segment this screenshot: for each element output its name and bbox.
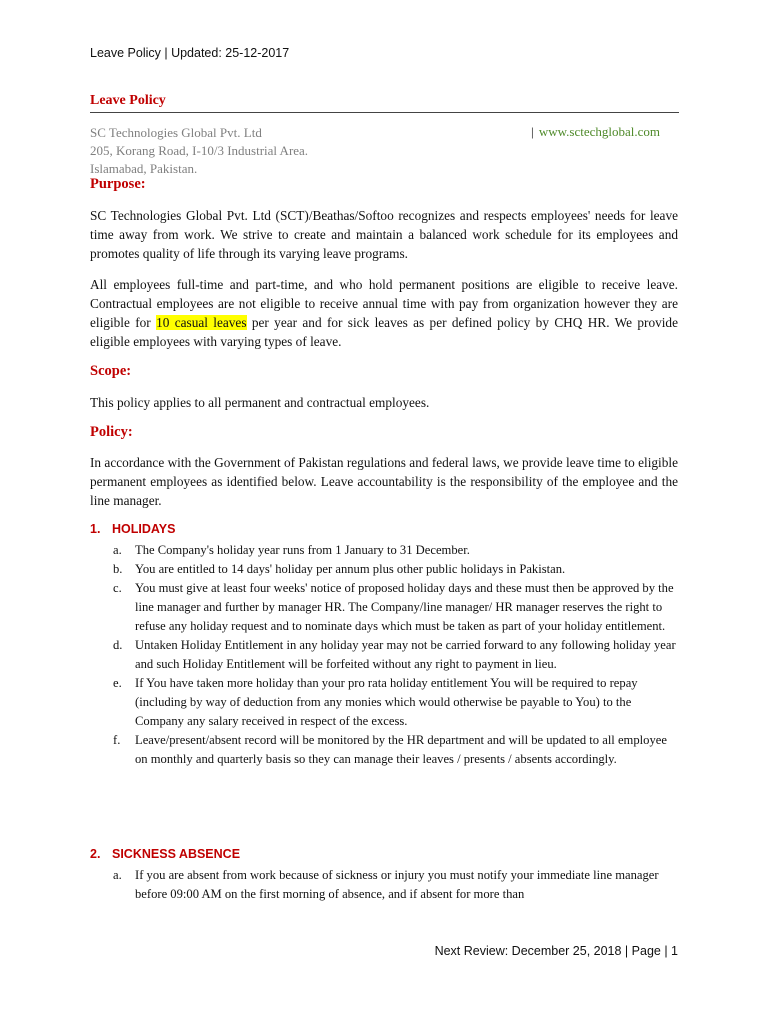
website-link[interactable]: www.sctechglobal.com xyxy=(538,124,661,139)
holidays-list xyxy=(113,541,681,769)
scope-heading: Scope: xyxy=(90,363,132,379)
company-website xyxy=(531,124,660,140)
purpose-paragraph-2-start: All employees full-time and part-time, and who hold permanent positions are eligible to receive leave. Contractual employees are not eligible to receive annual time with pay from organization however they are eligible for xyxy=(90,277,678,330)
page-header: Leave Policy | Updated: 25-12-2017 xyxy=(90,46,290,60)
list-item: e. If You have taken more holiday than your pro rata holiday entitlement You will be required to repay (including by way of deduction from any monies which would otherwise be payable to You) to the Company any salary received in respect of the excess. xyxy=(113,676,638,728)
policy-heading: Policy: xyxy=(90,424,133,440)
sickness-number: 2. xyxy=(90,847,101,861)
purpose-paragraph-1: SC Technologies Global Pvt. Ltd (SCT)/Beathas/Softoo recognizes and respects employees' needs for leave time away from work. We strive to create and maintain a balanced work schedule for its employees and promotes quality of life through its varying leave programs. xyxy=(90,208,678,261)
scope-paragraph: This policy applies to all permanent and contractual employees. xyxy=(90,395,430,410)
website-separator: | xyxy=(531,124,534,139)
sickness-title: SICKNESS ABSENCE xyxy=(112,847,241,861)
company-name: SC Technologies Global Pvt. Ltd xyxy=(90,125,262,140)
list-item: a. The Company's holiday year runs from 1 January to 31 December. xyxy=(113,543,470,557)
company-address-block xyxy=(90,124,308,178)
holidays-number: 1. xyxy=(90,522,101,536)
company-address-line-2: Islamabad, Pakistan. xyxy=(90,161,198,176)
list-item: b. You are entitled to 14 days' holiday per annum plus other public holidays in Pakistan. xyxy=(113,562,566,576)
purpose-paragraph-2-end: per year and for sick leaves as per defined policy by CHQ HR. We provide eligible employees with varying types of leave. xyxy=(90,315,678,349)
page-footer: Next Review: December 25, 2018 | Page | 1 xyxy=(434,944,678,958)
holidays-title: HOLIDAYS xyxy=(112,522,176,536)
sickness-list xyxy=(113,866,681,904)
purpose-heading: Purpose: xyxy=(90,176,146,192)
document-title: Leave Policy xyxy=(90,93,166,108)
company-address-line-1: 205, Korang Road, I-10/3 Industrial Area. xyxy=(90,143,309,158)
list-item: c. You must give at least four weeks' notice of proposed holiday days and these must then be approved by the line manager and further by manager HR. The Company/line manager/ HR manager reserves the right to refuse any holiday request and to nominate days which must be taken as part of your holiday entitlement. xyxy=(113,581,674,633)
title-divider xyxy=(90,112,679,113)
list-item: f. Leave/present/absent record will be monitored by the HR department and will be updated to all employee on monthly and quarterly basis so they can manage their leaves / presents / absents accordingly. xyxy=(113,733,667,766)
list-item: a. If you are absent from work because of sickness or injury you must notify your immediate line manager before 09:00 AM on the first morning of absence, and if absent for more than xyxy=(113,868,659,901)
sickness-absence-heading xyxy=(90,847,240,861)
list-item: d. Untaken Holiday Entitlement in any holiday year may not be carried forward to any following holiday year and such Holiday Entitlement will be forfeited without any right to payment in lieu. xyxy=(113,638,676,671)
purpose-paragraph-2 xyxy=(90,275,678,351)
holidays-heading xyxy=(90,522,175,536)
policy-paragraph: In accordance with the Government of Pakistan regulations and federal laws, we provide leave time to eligible permanent employees as identified below. Leave accountability is the responsibility of the employee and the line manager. xyxy=(90,455,678,508)
highlighted-casual-leaves: 10 casual leaves xyxy=(156,315,247,330)
